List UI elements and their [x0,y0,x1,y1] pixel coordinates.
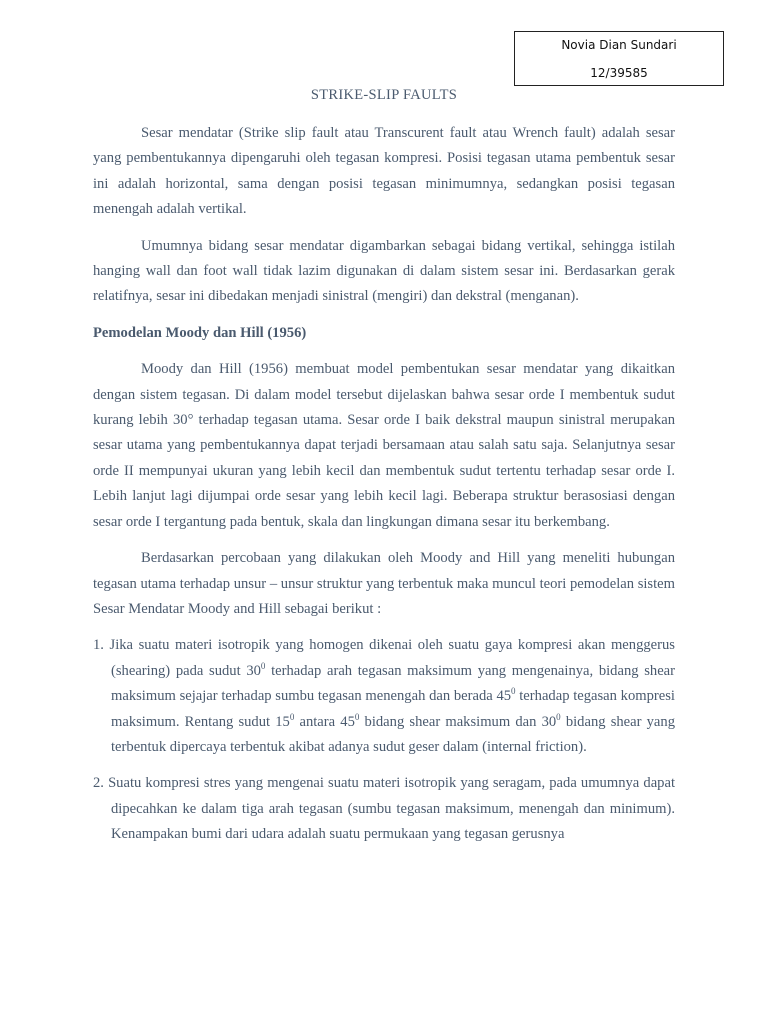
list-text: antara 45 [294,713,355,730]
paragraph-experiment: Berdasarkan percobaan yang dilakukan oleh Moody and Hill yang meneliti hubungan tegasan utama terhadap unsur – unsur struktur yang terbentuk maka muncul teori pemodelan sistem Sesar Mendatar Moody and Hill sebagai berikut : [93,550,675,617]
superscript: 0 [556,711,561,722]
list-text: bidang shear yang terbentuk dipercaya terbentuk akibat adanya sudut geser dalam (internal friction). [111,713,676,755]
superscript: 0 [354,711,360,722]
section-heading: Pemodelan Moody dan Hill (1956) [93,324,307,341]
list-item: 2. Suatu kompresi stres yang mengenai suatu materi isotropik yang seragam, pada umumnya dapat dipecahkan ke dalam tiga arah tegasan (sumbu tegasan maksimum, menengah dan minimum). Kenampakan bumi dari udara adalah suatu permukaan yang tegasan gerusnya [93,775,675,843]
paragraph-moody-hill-model: Moody dan Hill (1956) membuat model pembentukan sesar mendatar yang dikaitkan dengan sistem tegasan. Di dalam model tersebut dijelaskan bahwa sesar orde I membentuk sudut kurang lebih 30° terhadap tegasan utama. Sesar orde I baik dekstral maupun sinistral merupakan sesar utama yang pembentukannya dapat terjadi bersamaan atau salah satu saja. Selanjutnya sesar orde II mempunyai ukuran yang lebih kecil dan membentuk sudut tertentu terhadap sesar orde I. Lebih lanjut lagi dijumpai orde sesar yang lebih kecil lagi. Beberapa struktur berasosiasi dengan sesar orde I tergantung pada bentuk, skala dan lingkungan dimana sesar itu berkembang. [93,361,675,530]
document-body [93,121,675,859]
superscript: 0 [511,686,516,697]
document-title: STRIKE-SLIP FAULTS [310,87,458,103]
paragraph-fault-plane: Umumnya bidang sesar mendatar digambarkan sebagai bidang vertikal, sehingga istilah hanging wall dan foot wall tidak lazim digunakan di dalam sistem sesar ini. Berdasarkan gerak relatifnya, sesar ini dibedakan menjadi sinistral (mengiri) dan dekstral (menganan). [93,237,675,305]
numbered-list [93,633,675,847]
list-item [93,633,675,760]
author-id: 12/39585 [590,66,648,80]
list-text: bidang shear maksimum dan 30 [359,713,557,730]
superscript: 0 [289,711,295,722]
superscript: 0 [260,660,266,671]
author-name: Novia Dian Sundari [561,38,677,52]
list-text: terhadap tegasan kompresi maksimum. Rentang sudut 15 [111,688,675,730]
author-name-box [514,31,724,86]
paragraph-intro: Sesar mendatar (Strike slip fault atau Transcurent fault atau Wrench fault) adalah sesar yang pembentukannya dipengaruhi oleh tegasan kompresi. Posisi tegasan utama pembentuk sesar ini adalah horizontal, sama dengan posisi tegasan minimumnya, sedangkan posisi tegasan menengah adalah vertikal. [93,125,675,218]
list-text: 1. Jika suatu materi isotropik yang homogen dikenai oleh suatu gaya kompresi akan menggerus (shearing) pada sudut 30 [93,637,675,679]
list-text: terhadap arah tegasan maksimum yang mengenainya, bidang shear maksimum sejajar terhadap sumbu tegasan menengah dan berada 45 [111,662,676,705]
